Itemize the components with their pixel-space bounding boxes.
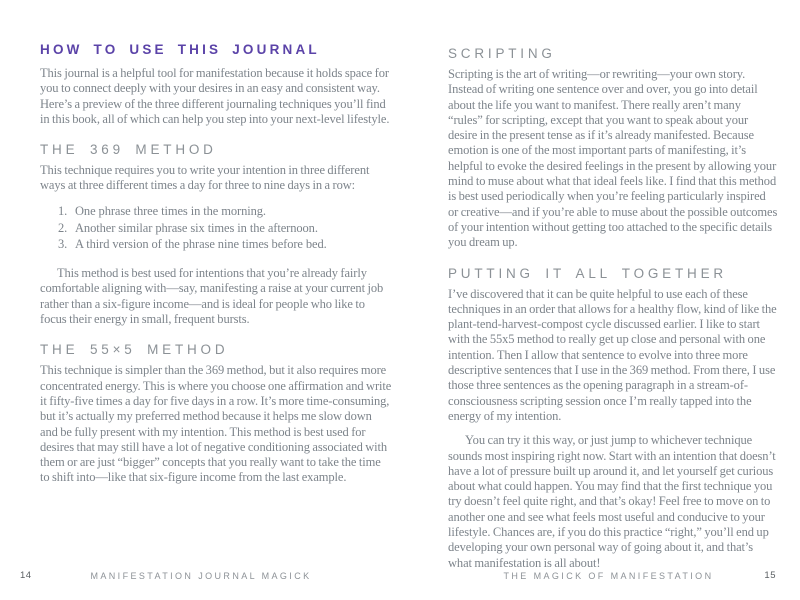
list-item: [40, 203, 392, 220]
list-item-number: 2.: [58, 220, 68, 235]
page-title: HOW TO USE THIS JOURNAL: [40, 42, 320, 57]
list-item-text: Another similar phrase six times in the afternoon.: [75, 220, 318, 235]
page-number-left: 14: [20, 570, 32, 581]
section-heading-scripting: SCRIPTING: [448, 46, 556, 61]
paragraph-scripting: Scripting is the art of writing—or rewriting—your own story. Instead of writing one sentence over and over, you go into detail about the life you want to manifest. There really aren’t many “rules” for scripting, except that you want to speak about your desire in the present tense as if it’s already manifested. Because emotion is one of the most important parts of manifesting, it’s helpful to evoke the desired feelings in the present by allowing your mind to muse about what that ideal feels like. I find that this method is best used periodically when you’re feeling particularly inspired or creative—and if you’re able to muse about the possible outcomes of your intention without getting too attached to the specific details you dream up.: [448, 67, 778, 250]
list-item: [40, 220, 392, 237]
paragraph-369-outro: This method is best used for intentions that you’re already fairly comfortable aligning with—say, manifesting a raise at your current job rather than a six-figure income—and is ideal for people who like to focus their energy in small, frequent bursts.: [40, 266, 384, 327]
page-left: [40, 0, 392, 495]
page-number-right: 15: [764, 570, 776, 581]
paragraph-55x5: This technique is simpler than the 369 method, but it also requires more concentrated energy. This is where you choose one affirmation and write it fifty-five times a day for five days in a row. It’s more time-consuming, but it’s actually my preferred method because it helps me slow down and be fully present with my intention. This method is best used for desires that may still have a lot of negative conditioning associated with them or are just “bigger” concepts that you really want to take the time to shift into—like that six-figure income from the last example.: [40, 363, 392, 485]
running-title-left: MANIFESTATION JOURNAL MAGICK: [90, 571, 312, 581]
list-item: [40, 236, 392, 253]
list-item-number: 1.: [58, 203, 68, 218]
section-heading-putting-it-all-together: PUTTING IT ALL TOGETHER: [448, 265, 727, 281]
numbered-list-369: [40, 203, 392, 253]
intro-paragraph: This journal is a helpful tool for manifestation because it holds space for you to connect deeply with your desires in an easy and consistent way. Here’s a preview of the three different journaling techniques you’ll find in this book, all of which can help you step into your next-level lifestyle.: [40, 66, 390, 126]
section-heading-55x5-method: THE 55×5 METHOD: [40, 342, 229, 358]
list-item-text: One phrase three times in the morning.: [75, 203, 266, 218]
page-right: [448, 0, 778, 580]
running-title-right: THE MAGICK OF MANIFESTATION: [503, 571, 714, 581]
paragraph-together-2: You can try it this way, or just jump to whichever technique sounds most inspiring right now. Start with an intention that doesn’t have a lot of pressure built up around it, and let yourself get curious about what could happen. You may find that the first technique you try doesn’t feel quite right, and that’s okay! Feel free to move on to another one and see what feels most useful and conducive to your lifestyle. Chances are, if you do this practice “right,” you’ll end up developing your own personal way of going about it, and that’s what manifestation is all about!: [448, 433, 776, 570]
paragraph-together-1: I’ve discovered that it can be quite helpful to use each of these techniques in an order that allows for a healthy flow, kind of like the plant-tend-harvest-compost cycle discussed earlier. I like to start with the 55x5 method to really get up close and personal with one intention. Then I allow that sentence to evolve into three more descriptive sentences that I use in the 369 method. From there, I use those three sentences as the opening paragraph in a stream-of-consciousness scripting session once I’m really tapped into the energy of my intention.: [448, 286, 777, 423]
list-item-text: A third version of the phrase nine times before bed.: [75, 237, 327, 252]
section-heading-369-method: THE 369 METHOD: [40, 142, 217, 158]
paragraph-369-intro: This technique requires you to write your intention in three different ways at three different times a day for three to nine days in a row:: [40, 163, 370, 193]
list-item-number: 3.: [58, 237, 68, 252]
